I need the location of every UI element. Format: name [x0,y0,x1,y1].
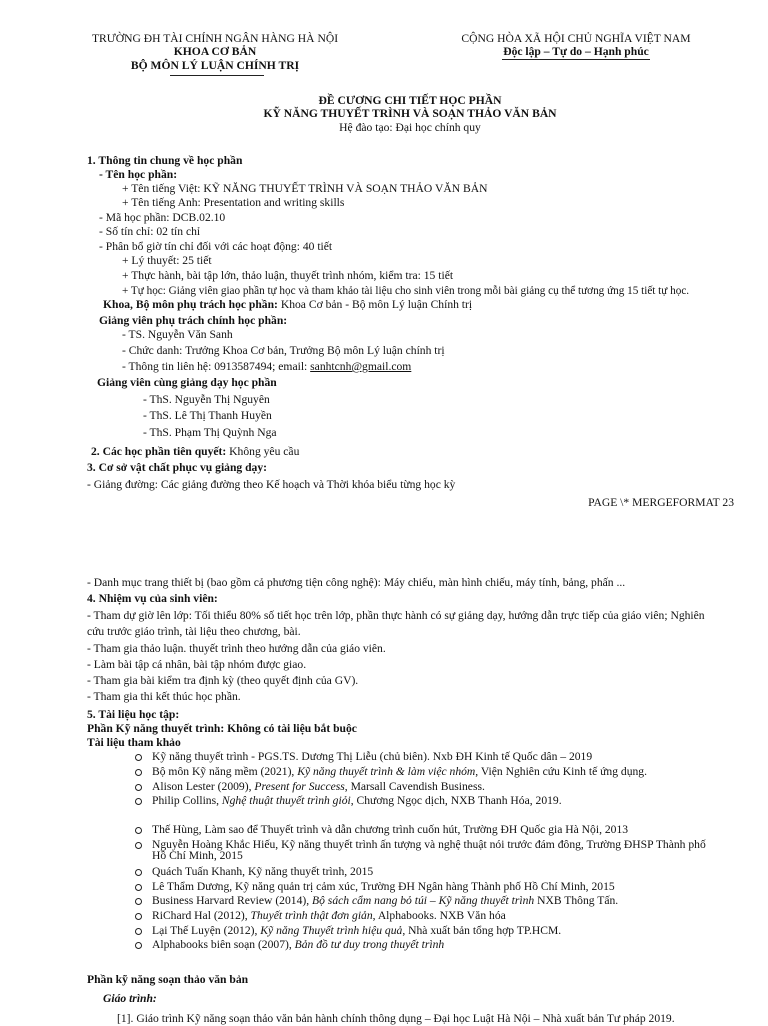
textbook-item-1: [1]. Giáo trình Kỹ năng soạn thảo văn bản hành chính thông dụng – Đại học Luật Hà Nội – Nhà xuất bản Tư pháp 2019. [117,1012,675,1025]
textbook-label: Giáo trình: [103,992,157,1005]
reference-item [152,750,592,764]
reference-text: Alison Lester (2009), [152,780,255,793]
reference-item [152,924,561,938]
section-2-heading: 2. Các học phần tiên quyết: [91,445,227,458]
bullet-icon [135,913,142,920]
section-2 [91,445,299,459]
duty-tests: - Tham gia bài kiểm tra định kỳ (theo quyết định của GV). [87,674,359,687]
country-name: CỘNG HÒA XÃ HỘI CHỦ NGHĨA VIỆT NAM [461,32,691,45]
course-name-vi: + Tên tiếng Việt: KỸ NĂNG THUYẾT TRÌNH VÀ SOẠN THẢO VĂN BẢN [122,182,488,195]
co-lecturer-3: - ThS. Phạm Thị Quỳnh Nga [143,426,277,439]
reference-text: Lại Thế Luyện (2012), [152,924,261,937]
bullet-icon [135,769,142,776]
responsible-dept-label: Khoa, Bộ môn phụ trách học phần: [103,298,278,311]
header-right-rule [502,59,650,60]
co-lecturer-1: - ThS. Nguyễn Thị Nguyên [143,393,270,406]
reference-text: Alphabooks biên soạn (2007), [152,938,295,951]
bullet-icon [135,898,142,905]
reference-text: , Nhà xuất bản tổng hợp TP.HCM. [402,924,562,937]
reference-item [152,780,485,794]
reference-title: Present for Success [254,780,345,793]
reference-text: , Viện Nghiên cứu Kinh tế ứng dụng. [475,765,647,778]
doc-title: ĐỀ CƯƠNG CHI TIẾT HỌC PHẦN [318,94,502,107]
lecturer-label: Giảng viên phụ trách chính học phần: [99,314,288,327]
co-lecturer-2: - ThS. Lê Thị Thanh Huyền [143,409,272,422]
duty-exercises: - Làm bài tập cá nhân, bài tập nhóm được giao. [87,658,307,671]
course-name-en: + Tên tiếng Anh: Presentation and writing skills [122,196,345,209]
references-label: Tài liệu tham khảo [87,736,181,749]
responsible-dept-value: Khoa Cơ bản - Bộ môn Lý luận Chính trị [277,298,473,311]
writing-part-heading: Phần kỹ năng soạn thảo văn bản [87,973,249,986]
course-code: - Mã học phần: DCB.02.10 [99,211,226,224]
section-3-heading: 3. Cơ sở vật chất phục vụ giảng dạy: [87,461,268,474]
national-motto: Độc lập – Tự do – Hạnh phúc [503,45,649,58]
reference-item [152,894,618,908]
reference-title: Bản đồ tư duy trong thuyết trình [294,938,445,951]
lecturer-title: - Chức danh: Trưởng Khoa Cơ bản, Trưởng Bộ môn Lý luận chính trị [122,344,445,357]
section-1-heading: 1. Thông tin chung về học phần [87,154,243,167]
reference-text: Business Harvard Review (2014), [152,894,313,907]
duty-attendance-cont: cứu trước giáo trình, tài liệu theo chương, bài. [87,625,301,638]
reference-item [152,938,444,952]
department-name: BỘ MÔN LÝ LUẬN CHÍNH TRỊ [130,59,300,72]
bullet-icon [135,754,142,761]
reference-title: Nghệ thuật thuyết trình giỏi [221,794,351,807]
reference-text: NXB Thông Tấn. [534,894,619,907]
lecturer-name: - TS. Nguyễn Văn Sanh [122,328,233,341]
reference-title: Bộ sách cẩm nang bỏ túi – Kỹ năng thuyết trình [312,894,535,907]
lecturer-email-link[interactable]: sanhtcnh@gmail.com [310,360,412,373]
training-system: Hệ đào tạo: Đại học chính quy [339,121,481,134]
duty-attendance: - Tham dự giờ lên lớp: Tối thiểu 80% số tiết học trên lớp, phần thực hành có sự giảng dạy, hướng dẫn trực tiếp của giáo viên; Nghiên [87,609,705,622]
duty-final-exam: - Tham gia thi kết thúc học phần. [87,690,241,703]
reference-item [152,909,506,923]
reference-text: Nguyễn Hoàng Khắc Hiếu, Kỹ năng thuyết trình ấn tượng và nghệ thuật nói trước đám đông, Trường ĐHSP Thành phố [152,838,706,851]
presentation-part-heading: Phần Kỹ năng thuyết trình: Không có tài liệu bắt buộc [87,722,357,735]
reference-item [152,880,615,894]
reference-text: Quách Tuấn Khanh, Kỹ năng thuyết trình, 2015 [152,865,374,878]
responsible-dept [103,298,472,312]
reference-text: Lê Thẩm Dương, Kỹ năng quản trị cảm xúc, Trường ĐH Ngân hàng Thành phố Hồ Chí Minh, 2015 [152,880,615,893]
bullet-icon [135,942,142,949]
faculty-name: KHOA CƠ BẢN [173,45,257,58]
course-name-label: - Tên học phần: [99,168,178,181]
reference-item [152,794,562,808]
facilities-equipment: - Danh mục trang thiết bị (bao gồm cả phương tiện công nghệ): Máy chiếu, màn hình chiếu, máy tính, bảng, phấn ... [87,576,626,589]
header-left-rule [170,75,264,76]
facilities-lecture-halls: - Giảng đường: Các giảng đường theo Kế hoạch và Thời khóa biểu từng học kỳ [87,478,456,491]
bullet-icon [135,798,142,805]
lecturer-contact-text: - Thông tin liên hệ: 0913587494; email: [122,360,311,373]
reference-text: , Marsall Cavendish Business. [344,780,485,793]
reference-text: , Chương Ngọc dịch, NXB Thanh Hóa, 2019. [350,794,562,807]
bullet-icon [135,928,142,935]
bullet-icon [135,784,142,791]
reference-item [152,823,628,837]
reference-text: Kỹ năng thuyết trình - PGS.TS. Dương Thị Liễu (chủ biên). Nxb ĐH Kinh tế Quốc dân – 2019 [152,750,593,763]
duty-discussion: - Tham gia thảo luận. thuyết trình theo hướng dẫn của giáo viên. [87,642,386,655]
page-number-field: PAGE \* MERGEFORMAT 23 [588,496,734,509]
hours-self-study: + Tự học: Giảng viên giao phần tự học và tham khảo tài liệu cho sinh viên trong mỗi bài giảng cụ thể tương ứng 15 tiết tự học. [122,285,690,297]
bullet-icon [135,842,142,849]
co-lecturers-label: Giảng viên cùng giảng dạy học phần [97,376,277,389]
reference-text: Thế Hùng, Làm sao để Thuyết trình và dẫn chương trình cuốn hút, Trường ĐH Quốc gia Hà Nội, 2013 [152,823,629,836]
section-2-value: Không yêu cầu [226,445,300,458]
reference-item [152,865,373,879]
hours-theory: + Lý thuyết: 25 tiết [122,254,212,267]
reference-text: , Alphabooks. NXB Văn hóa [372,909,506,922]
reference-6-continuation: Hồ Chí Minh, 2015 [152,849,243,862]
reference-title: Kỹ năng Thuyết trình hiệu quả [260,924,403,937]
reference-text: Philip Collins, [152,794,222,807]
reference-text: Bộ môn Kỹ năng mềm (2021), [152,765,298,778]
hours-allocation: - Phân bổ giờ tín chỉ đối với các hoạt động: 40 tiết [99,240,333,253]
reference-item [152,765,647,779]
university-name: TRƯỜNG ĐH TÀI CHÍNH NGÂN HÀNG HÀ NỘI [91,32,339,45]
section-5-heading: 5. Tài liệu học tập: [87,708,180,721]
bullet-icon [135,827,142,834]
hours-practice: + Thực hành, bài tập lớn, thảo luận, thuyết trình nhóm, kiểm tra: 15 tiết [122,269,454,282]
course-title: KỸ NĂNG THUYẾT TRÌNH VÀ SOẠN THẢO VĂN BẢN [263,107,557,120]
reference-title: Kỹ năng thuyết trình & làm việc nhóm [297,765,476,778]
reference-text: RiChard Hal (2012), [152,909,251,922]
course-credits: - Số tín chỉ: 02 tín chỉ [99,225,201,238]
reference-title: Thuyết trình thật đơn giản [250,909,373,922]
bullet-icon [135,869,142,876]
bullet-icon [135,884,142,891]
lecturer-contact [122,360,411,374]
section-4-heading: 4. Nhiệm vụ của sinh viên: [87,592,218,605]
